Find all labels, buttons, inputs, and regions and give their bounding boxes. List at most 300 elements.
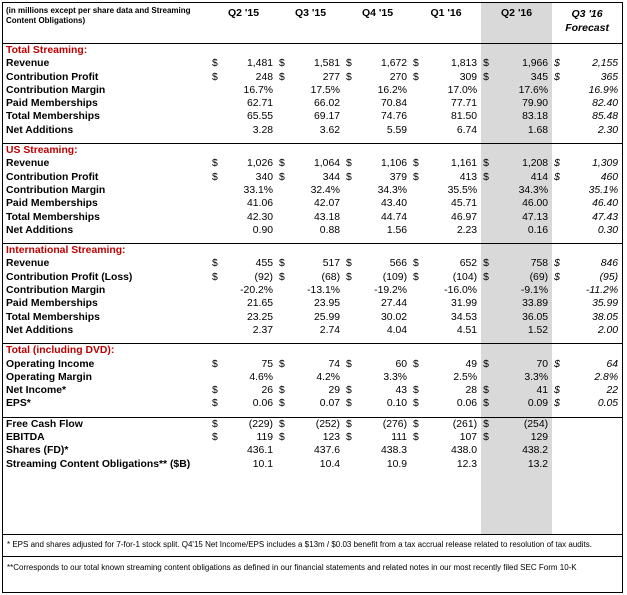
cell-value: 13.2 — [527, 458, 549, 470]
currency-symbol — [411, 184, 425, 197]
cell-value: 6.74 — [456, 124, 478, 136]
currency-symbol: $ — [413, 58, 419, 70]
currency-symbol: $ — [554, 71, 560, 83]
currency-symbol — [277, 297, 291, 310]
currency-symbol: $ — [279, 385, 285, 397]
currency-symbol — [344, 371, 358, 384]
currency-symbol — [210, 110, 224, 123]
table-row — [3, 444, 622, 457]
currency-symbol — [277, 284, 291, 297]
currency-symbol — [481, 284, 496, 297]
currency-symbol — [481, 311, 496, 324]
currency-symbol — [411, 444, 425, 457]
currency-symbol: $ — [483, 258, 489, 270]
currency-symbol: $ — [413, 432, 419, 444]
table-row — [3, 297, 622, 310]
currency-symbol: $ — [554, 158, 560, 170]
currency-symbol — [210, 197, 224, 210]
cell-value: 1,064 — [314, 158, 341, 170]
currency-symbol: $ — [212, 258, 218, 270]
table-row — [3, 397, 622, 410]
currency-symbol — [481, 224, 496, 237]
cell-value: 27.44 — [381, 298, 408, 310]
footnote-content-obligations: **Corresponds to our total known streaming content obligations as defined in our financial statements and related notes in our most recently filed SEC Form 10-K — [3, 556, 622, 574]
row-label: Total Memberships — [6, 111, 100, 123]
forecast-value: 47.43 — [592, 211, 619, 223]
cell-value: 379 — [389, 171, 408, 183]
currency-symbol: $ — [483, 398, 489, 410]
currency-symbol — [344, 97, 358, 110]
cell-value: 248 — [255, 71, 274, 83]
cell-value: 455 — [255, 258, 274, 270]
cell-value: 1,208 — [522, 158, 549, 170]
cell-value: 28 — [465, 385, 478, 397]
currency-symbol — [481, 371, 496, 384]
cell-value: 47.13 — [522, 211, 549, 223]
cell-value: 69.17 — [314, 111, 341, 123]
forecast-value: 35.1% — [588, 184, 619, 196]
currency-symbol — [411, 284, 425, 297]
currency-symbol — [552, 324, 566, 337]
cell-value: 4.2% — [316, 371, 341, 383]
currency-symbol — [481, 110, 496, 123]
cell-value: 5.59 — [386, 124, 408, 136]
currency-symbol — [411, 97, 425, 110]
cell-value: 566 — [389, 258, 408, 270]
cell-value: 70.84 — [381, 98, 408, 110]
currency-symbol: $ — [344, 417, 358, 431]
cell-value: 35.5% — [447, 184, 478, 196]
table-row — [3, 97, 622, 110]
currency-symbol: $ — [346, 271, 352, 283]
cell-value: 10.9 — [386, 458, 408, 470]
row-label: Contribution Profit — [6, 71, 99, 83]
currency-symbol: $ — [212, 58, 218, 70]
cell-value: 33.1% — [243, 184, 274, 196]
cell-value: 270 — [389, 71, 408, 83]
currency-symbol: $ — [212, 71, 218, 83]
cell-value: 1.56 — [386, 224, 408, 236]
cell-value: 29 — [328, 385, 341, 397]
row-label: Shares (FD)* — [6, 445, 69, 457]
row-label: Total Memberships — [6, 211, 100, 223]
currency-symbol: $ — [483, 171, 489, 183]
currency-symbol — [481, 324, 496, 337]
currency-symbol: $ — [413, 358, 419, 370]
cell-value: 0.06 — [252, 398, 274, 410]
column-header-q2-16: Q2 '16 — [481, 3, 552, 44]
cell-value: 3.3% — [383, 371, 408, 383]
currency-symbol: $ — [554, 358, 560, 370]
currency-symbol: $ — [413, 158, 419, 170]
row-label: Operating Income — [6, 358, 95, 370]
cell-value: 65.55 — [247, 111, 274, 123]
column-header-q4-15: Q4 '15 — [344, 3, 411, 44]
cell-value: 340 — [255, 171, 274, 183]
cell-value: 42.07 — [314, 198, 341, 210]
forecast-value: 64 — [606, 358, 619, 370]
currency-symbol — [277, 371, 291, 384]
currency-symbol: $ — [279, 158, 285, 170]
table-row — [3, 197, 622, 210]
cell-value: 0.90 — [252, 224, 274, 236]
cell-value: 2.5% — [453, 371, 478, 383]
cell-value: (69) — [529, 271, 549, 283]
cell-value: 12.3 — [456, 458, 478, 470]
cell-value: 652 — [459, 258, 478, 270]
cell-value: 30.02 — [381, 311, 408, 323]
row-label: Total Memberships — [6, 311, 100, 323]
currency-symbol: $ — [554, 171, 560, 183]
cell-value: 45.71 — [451, 198, 478, 210]
forecast-value: 2.00 — [597, 324, 619, 336]
row-label: Net Additions — [6, 224, 74, 236]
currency-symbol: $ — [483, 158, 489, 170]
cell-value: 438.0 — [451, 445, 478, 457]
currency-symbol — [481, 97, 496, 110]
currency-symbol — [481, 184, 496, 197]
cell-value: (92) — [254, 271, 274, 283]
currency-symbol — [344, 124, 358, 137]
column-header-forecast — [552, 3, 622, 44]
cell-value: 758 — [530, 258, 549, 270]
currency-symbol: $ — [279, 71, 285, 83]
cell-value: (276) — [358, 417, 411, 431]
currency-symbol — [277, 224, 291, 237]
currency-symbol: $ — [413, 171, 419, 183]
cell-value: 0.10 — [386, 398, 408, 410]
cell-value: (261) — [425, 417, 481, 431]
currency-symbol — [277, 211, 291, 224]
currency-symbol — [411, 110, 425, 123]
currency-symbol — [552, 110, 566, 123]
currency-symbol — [210, 284, 224, 297]
currency-symbol: $ — [212, 432, 218, 444]
table-row — [3, 358, 622, 371]
currency-symbol: $ — [279, 358, 285, 370]
currency-symbol — [481, 458, 496, 471]
currency-symbol: $ — [413, 398, 419, 410]
currency-symbol — [344, 110, 358, 123]
currency-symbol — [411, 211, 425, 224]
currency-symbol — [552, 84, 566, 97]
currency-symbol: $ — [481, 417, 496, 431]
currency-symbol: $ — [212, 158, 218, 170]
currency-symbol — [552, 297, 566, 310]
cell-value: 66.02 — [314, 98, 341, 110]
currency-symbol — [552, 444, 566, 457]
currency-symbol — [552, 124, 566, 137]
currency-symbol — [344, 84, 358, 97]
cell-value: 4.51 — [456, 324, 478, 336]
cell-value: 3.62 — [319, 124, 341, 136]
cell-value: 16.7% — [243, 84, 274, 96]
cell-value: 1,581 — [314, 58, 341, 70]
cell-value: (229) — [224, 417, 277, 431]
forecast-value: -11.2% — [585, 285, 619, 297]
currency-symbol — [411, 197, 425, 210]
currency-symbol: $ — [212, 171, 218, 183]
table-row — [3, 124, 622, 137]
cell-value: (68) — [321, 271, 341, 283]
cell-value: 1,966 — [522, 58, 549, 70]
cell-value: 107 — [459, 432, 478, 444]
currency-symbol: $ — [346, 58, 352, 70]
currency-symbol — [210, 211, 224, 224]
currency-symbol — [411, 458, 425, 471]
section-title: International Streaming: — [3, 244, 622, 258]
cell-value: 1,813 — [451, 58, 478, 70]
currency-symbol — [411, 371, 425, 384]
cell-value: 0.06 — [456, 398, 478, 410]
forecast-value: 2,155 — [592, 58, 619, 70]
currency-symbol — [552, 311, 566, 324]
currency-symbol — [411, 311, 425, 324]
currency-symbol — [210, 224, 224, 237]
currency-symbol: $ — [346, 432, 352, 444]
section-title: Total (including DVD): — [3, 344, 622, 358]
currency-symbol: $ — [279, 432, 285, 444]
table-row — [3, 311, 622, 324]
currency-symbol — [210, 458, 224, 471]
cell-value: 4.04 — [386, 324, 408, 336]
cell-value: -20.2% — [240, 285, 274, 297]
row-label: Contribution Profit — [6, 171, 99, 183]
cell-value: 3.28 — [252, 124, 274, 136]
currency-symbol — [277, 124, 291, 137]
forecast-value: 0.30 — [597, 224, 619, 236]
currency-symbol — [277, 97, 291, 110]
currency-symbol: $ — [413, 258, 419, 270]
table-row — [3, 284, 622, 297]
currency-symbol — [344, 324, 358, 337]
table-row — [3, 417, 622, 431]
cell-value: 1,481 — [247, 58, 274, 70]
currency-symbol: $ — [413, 71, 419, 83]
financial-summary-table — [3, 3, 622, 471]
table-row — [3, 157, 622, 170]
forecast-value: 82.40 — [592, 98, 619, 110]
forecast-value: 846 — [600, 258, 619, 270]
cell-value: 0.09 — [527, 398, 549, 410]
currency-symbol — [210, 84, 224, 97]
currency-symbol — [552, 417, 566, 431]
currency-symbol — [481, 84, 496, 97]
cell-value: 1,161 — [451, 158, 478, 170]
cell-value: 309 — [459, 71, 478, 83]
currency-symbol — [344, 311, 358, 324]
currency-symbol: $ — [413, 385, 419, 397]
cell-value: 10.1 — [252, 458, 274, 470]
currency-symbol — [552, 284, 566, 297]
cell-value: 60 — [395, 358, 408, 370]
row-label: Contribution Profit (Loss) — [6, 271, 133, 283]
currency-symbol — [552, 431, 566, 444]
table-row — [3, 184, 622, 197]
table-row — [3, 257, 622, 270]
currency-symbol — [411, 324, 425, 337]
cell-value: 83.18 — [522, 111, 549, 123]
forecast-label: Forecast — [565, 22, 609, 34]
currency-symbol: $ — [346, 258, 352, 270]
currency-symbol — [481, 124, 496, 137]
currency-symbol: $ — [483, 271, 489, 283]
row-label: Streaming Content Obligations** ($B) — [6, 458, 191, 470]
currency-symbol — [277, 311, 291, 324]
forecast-value: 22 — [606, 385, 619, 397]
cell-value: 43 — [395, 385, 408, 397]
cell-value: 62.71 — [247, 98, 274, 110]
currency-symbol — [344, 224, 358, 237]
currency-symbol — [344, 444, 358, 457]
table-row — [3, 271, 622, 284]
cell-value: 34.3% — [518, 184, 549, 196]
cell-value: 437.6 — [314, 445, 341, 457]
currency-symbol — [210, 324, 224, 337]
cell-value: 43.40 — [381, 198, 408, 210]
forecast-value — [566, 458, 622, 471]
currency-symbol: $ — [411, 417, 425, 431]
column-header-q1-16: Q1 '16 — [411, 3, 481, 44]
row-label: Contribution Margin — [6, 84, 106, 96]
row-label: Contribution Margin — [6, 285, 106, 297]
cell-value: 1,106 — [381, 158, 408, 170]
section-header-total-streaming — [3, 44, 622, 58]
cell-value: 17.0% — [447, 84, 478, 96]
cell-value: 41 — [536, 385, 549, 397]
cell-value: 74 — [328, 358, 341, 370]
cell-value: 344 — [322, 171, 341, 183]
currency-symbol: $ — [554, 271, 560, 283]
currency-symbol — [277, 324, 291, 337]
currency-symbol: $ — [554, 58, 560, 70]
currency-symbol — [481, 297, 496, 310]
currency-symbol — [552, 458, 566, 471]
cell-value: 26 — [261, 385, 274, 397]
cell-value: 25.99 — [314, 311, 341, 323]
cell-value: 438.2 — [522, 445, 549, 457]
table-row — [3, 171, 622, 184]
forecast-quarter: Q3 '16 — [571, 8, 603, 20]
cell-value: 111 — [391, 432, 408, 444]
forecast-value — [566, 417, 622, 431]
currency-symbol: $ — [483, 58, 489, 70]
currency-symbol: $ — [279, 171, 285, 183]
cell-value: -13.1% — [307, 285, 341, 297]
cell-value: 0.16 — [527, 224, 549, 236]
table-row — [3, 224, 622, 237]
currency-symbol — [344, 297, 358, 310]
currency-symbol — [344, 458, 358, 471]
cell-value: 46.00 — [522, 198, 549, 210]
forecast-value: 38.05 — [592, 311, 619, 323]
currency-symbol: $ — [483, 71, 489, 83]
section-title: US Streaming: — [3, 144, 622, 158]
cell-value: 129 — [530, 432, 549, 444]
row-label: Net Income* — [6, 385, 67, 397]
cell-value: 414 — [530, 171, 549, 183]
forecast-value: 1,309 — [592, 158, 619, 170]
forecast-value: 460 — [600, 171, 619, 183]
cell-value: 44.74 — [381, 211, 408, 223]
table-row — [3, 371, 622, 384]
cell-value: 0.07 — [319, 398, 341, 410]
cell-value: 0.88 — [319, 224, 341, 236]
currency-symbol: $ — [554, 258, 560, 270]
table-row — [3, 84, 622, 97]
currency-symbol: $ — [346, 398, 352, 410]
cell-value: (254) — [496, 417, 552, 431]
forecast-value: 2.30 — [597, 124, 619, 136]
cell-value: (109) — [382, 271, 408, 283]
currency-symbol: $ — [413, 271, 419, 283]
currency-symbol: $ — [346, 71, 352, 83]
cell-value: 123 — [322, 432, 341, 444]
footnote-eps: * EPS and shares adjusted for 7-for-1 stock split. Q4'15 Net Income/EPS includes a $13m / $0.03 benefit from a tax accrual release related to resolution of tax audits. — [7, 540, 592, 549]
cell-value: 74.76 — [381, 111, 408, 123]
row-label: Contribution Margin — [6, 184, 106, 196]
currency-symbol — [552, 197, 566, 210]
currency-symbol — [210, 444, 224, 457]
row-label: Paid Memberships — [6, 298, 98, 310]
forecast-value: 85.48 — [592, 111, 619, 123]
currency-symbol: $ — [212, 271, 218, 283]
footnotes — [3, 534, 622, 574]
currency-symbol: $ — [346, 358, 352, 370]
table-row — [3, 384, 622, 397]
cell-value: 23.95 — [314, 298, 341, 310]
currency-symbol: $ — [483, 385, 489, 397]
table-row — [3, 57, 622, 70]
currency-symbol: $ — [483, 358, 489, 370]
currency-symbol — [344, 197, 358, 210]
currency-symbol — [411, 224, 425, 237]
cell-value: 1.52 — [527, 324, 549, 336]
cell-value: 517 — [322, 258, 341, 270]
cell-value: 119 — [256, 432, 274, 444]
row-label: Revenue — [6, 158, 50, 170]
cell-value: 16.2% — [377, 84, 408, 96]
currency-symbol — [552, 184, 566, 197]
cell-value: 10.4 — [319, 458, 341, 470]
cell-value: 277 — [322, 71, 341, 83]
currency-symbol — [210, 311, 224, 324]
cell-value: 31.99 — [451, 298, 478, 310]
currency-symbol — [552, 97, 566, 110]
cell-value: 17.6% — [518, 84, 549, 96]
cell-value: 2.23 — [456, 224, 478, 236]
currency-symbol — [277, 444, 291, 457]
currency-symbol: $ — [212, 385, 218, 397]
row-label: Revenue — [6, 258, 50, 270]
financial-table-container — [2, 2, 623, 593]
cell-value: 79.90 — [522, 98, 549, 110]
currency-symbol — [210, 97, 224, 110]
currency-symbol — [552, 211, 566, 224]
currency-symbol — [210, 184, 224, 197]
cell-value: 81.50 — [451, 111, 478, 123]
cell-value: 2.37 — [252, 324, 274, 336]
cell-value: 1,672 — [381, 58, 408, 70]
currency-symbol — [277, 458, 291, 471]
currency-symbol: $ — [277, 417, 291, 431]
currency-symbol — [210, 124, 224, 137]
cell-value: 70 — [536, 358, 549, 370]
cell-value: 1,026 — [247, 158, 274, 170]
currency-symbol — [277, 84, 291, 97]
currency-symbol: $ — [212, 358, 218, 370]
currency-symbol: $ — [279, 258, 285, 270]
